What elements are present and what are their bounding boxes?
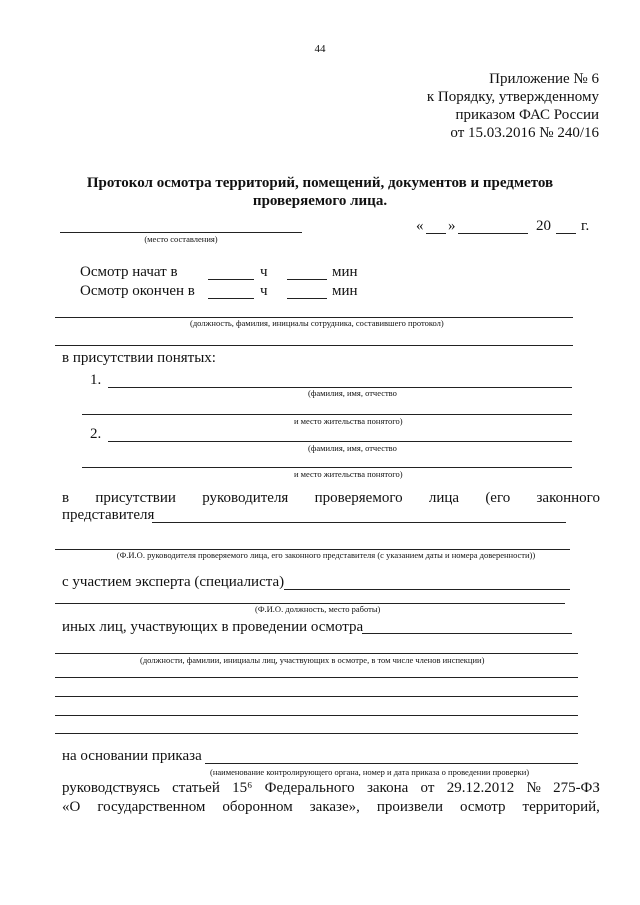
title-line: Протокол осмотра территорий, помещений, документов и предметов — [86, 175, 554, 191]
witness-2-residence-line[interactable] — [82, 467, 572, 468]
minutes-label: мин — [332, 264, 358, 280]
word: руководителя — [202, 490, 289, 506]
word: от — [420, 780, 435, 796]
hours-label: ч — [260, 264, 268, 280]
inspection-started-label: Осмотр начат в — [80, 264, 178, 280]
word: государственном — [97, 799, 206, 815]
word: заказе», — [309, 799, 360, 815]
page-number: 44 — [314, 43, 326, 55]
word: произвели — [376, 799, 444, 815]
word: 29.12.2012 — [446, 780, 515, 796]
representative-line[interactable] — [152, 522, 566, 523]
place-field-line[interactable] — [60, 232, 302, 233]
word: в — [62, 490, 70, 506]
blank-line[interactable] — [55, 696, 578, 697]
witness-1-residence-line[interactable] — [82, 414, 572, 415]
word: (его — [485, 490, 511, 506]
word: закона — [366, 780, 409, 796]
basis-line-2 — [62, 799, 600, 816]
witness-2-number: 2. — [90, 426, 102, 442]
other-persons-line[interactable] — [362, 633, 572, 634]
expert-caption: (Ф.И.О. должность, место работы) — [255, 604, 381, 614]
appendix-block — [427, 70, 599, 142]
start-minutes-line[interactable] — [287, 279, 327, 280]
word: Федерального — [264, 780, 355, 796]
basis-line-1 — [62, 780, 600, 797]
end-hours-line[interactable] — [208, 298, 254, 299]
officer-caption: (должность, фамилия, инициалы сотрудника, составившего протокол) — [190, 318, 444, 328]
date-year-line[interactable] — [556, 233, 576, 234]
date-month-line[interactable] — [458, 233, 528, 234]
word: «О — [62, 799, 81, 815]
officer-field-line-2[interactable] — [55, 345, 573, 346]
word: территорий, — [522, 799, 600, 815]
hours-label: ч — [260, 283, 268, 299]
word: 15⁶ — [232, 780, 253, 796]
minutes-label: мин — [332, 283, 358, 299]
date-year-prefix: 20 — [536, 218, 551, 234]
witness-name-caption: (фамилия, имя, отчество — [308, 443, 397, 453]
appendix-line: приказом ФАС России — [455, 107, 599, 123]
start-hours-line[interactable] — [208, 279, 254, 280]
document-title — [0, 174, 640, 210]
date-year-suffix: г. — [581, 218, 590, 234]
word: осмотр — [459, 799, 506, 815]
witness-1-number: 1. — [90, 372, 102, 388]
word: оборонном — [222, 799, 293, 815]
blank-line[interactable] — [55, 677, 578, 678]
appendix-line: Приложение № 6 — [489, 71, 599, 87]
other-persons-caption: (должности, фамилии, инициалы лиц, участвующих в осмотре, в том числе членов инспекции) — [140, 655, 485, 665]
word: 275-ФЗ — [553, 780, 600, 796]
word: № — [526, 780, 541, 796]
order-label: на основании приказа — [62, 748, 202, 764]
word: присутствии — [95, 490, 176, 506]
date-close-quote: » — [448, 218, 456, 234]
word: проверяемого — [314, 490, 403, 506]
witness-2-name-line[interactable] — [108, 441, 572, 442]
inspection-ended-label: Осмотр окончен в — [80, 283, 195, 299]
end-minutes-line[interactable] — [287, 298, 327, 299]
witness-residence-caption: и место жительства понятого) — [294, 469, 403, 479]
representative-label: представителя — [62, 507, 155, 523]
other-persons-label: иных лиц, участвующих в проведении осмотра — [62, 619, 364, 635]
blank-line[interactable] — [55, 733, 578, 734]
place-caption: (место составления) — [144, 234, 218, 244]
blank-line[interactable] — [55, 715, 578, 716]
order-line[interactable] — [205, 763, 578, 764]
expert-label: с участием эксперта (специалиста) — [62, 574, 285, 590]
word: законного — [536, 490, 600, 506]
date-open-quote: « — [416, 218, 424, 234]
witness-name-caption: (фамилия, имя, отчество — [308, 388, 397, 398]
appendix-line: к Порядку, утвержденному — [426, 89, 599, 105]
other-persons-line-2[interactable] — [55, 653, 578, 654]
title-line: проверяемого лица. — [252, 193, 388, 209]
expert-line[interactable] — [284, 589, 570, 590]
representative-caption: (Ф.И.О. руководителя проверяемого лица, его законного представителя (с указанием даты и номера доверенности)) — [116, 550, 536, 560]
appendix-line: от 15.03.2016 № 240/16 — [450, 125, 599, 141]
date-day-line[interactable] — [426, 233, 446, 234]
witnesses-heading: в присутствии понятых: — [62, 350, 216, 366]
word: лица — [428, 490, 460, 506]
word: руководствуясь — [62, 780, 160, 796]
head-presence-line — [62, 490, 600, 507]
witness-residence-caption: и место жительства понятого) — [294, 416, 403, 426]
word: статьей — [172, 780, 220, 796]
order-caption: (наименование контролирующего органа, номер и дата приказа о проведении проверки) — [210, 767, 530, 777]
